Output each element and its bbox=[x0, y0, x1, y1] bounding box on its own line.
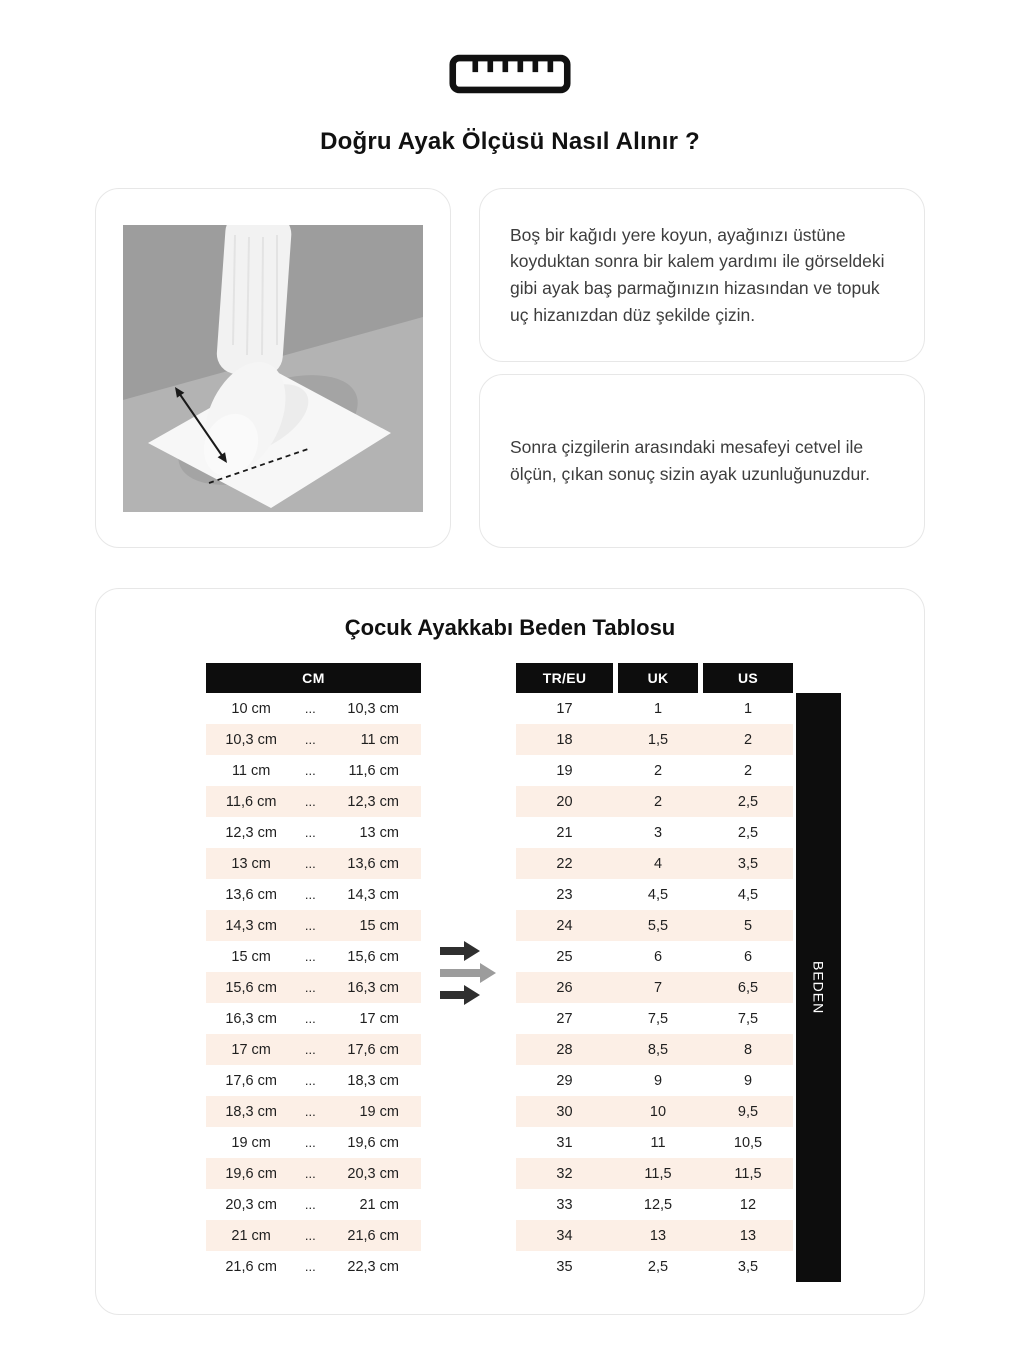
size-tr-eu-value: 21 bbox=[556, 824, 573, 841]
size-table-header-row bbox=[516, 663, 793, 693]
cm-range-separator: ... bbox=[304, 732, 316, 747]
cm-range-to: 17,6 cm bbox=[347, 1041, 399, 1058]
size-us-value: 9 bbox=[743, 1072, 753, 1089]
cm-range-separator: ... bbox=[304, 1228, 316, 1243]
size-us-value: 11,5 bbox=[734, 1165, 762, 1182]
size-us-value: 6,5 bbox=[737, 979, 759, 996]
cm-range-separator: ... bbox=[304, 949, 316, 964]
size-table-row bbox=[516, 1251, 793, 1282]
size-uk-value: 2,5 bbox=[647, 1258, 669, 1275]
cm-range-separator: ... bbox=[304, 1259, 316, 1274]
cm-table-row bbox=[206, 1127, 421, 1158]
cm-range-from: 11 cm bbox=[231, 762, 271, 779]
page-title: Doğru Ayak Ölçüsü Nasıl Alınır ? bbox=[320, 128, 700, 155]
size-table-row bbox=[516, 724, 793, 755]
instruction-step-2: Sonra çizgilerin arasındaki mesafeyi cetvel ile ölçün, çıkan sonuç sizin ayak uzunluğunuzdur. bbox=[510, 437, 870, 484]
size-table-row bbox=[516, 1096, 793, 1127]
size-us-value: 2,5 bbox=[737, 824, 759, 841]
size-us-value: 5 bbox=[743, 917, 753, 934]
size-table-row bbox=[516, 1003, 793, 1034]
cm-table-row bbox=[206, 1003, 421, 1034]
cm-table-row bbox=[206, 1034, 421, 1065]
size-tr-eu-value: 27 bbox=[556, 1010, 573, 1027]
size-us-value: 7,5 bbox=[737, 1010, 759, 1027]
cm-range-to: 20,3 cm bbox=[347, 1165, 399, 1182]
size-uk-value: 10 bbox=[649, 1103, 667, 1120]
cm-table-row bbox=[206, 1096, 421, 1127]
cm-range-separator: ... bbox=[304, 794, 316, 809]
foot-measurement-photo bbox=[123, 225, 423, 512]
cm-range-separator: ... bbox=[304, 1197, 316, 1212]
cm-range-to: 21,6 cm bbox=[347, 1227, 399, 1244]
size-tr-eu-value: 29 bbox=[556, 1072, 573, 1089]
size-uk-value: 7 bbox=[653, 979, 663, 996]
cm-range-to: 13,6 cm bbox=[347, 855, 399, 872]
size-us-value: 8 bbox=[743, 1041, 753, 1058]
cm-table-header: CM bbox=[206, 663, 421, 693]
size-tr-eu-value: 23 bbox=[556, 886, 573, 903]
cm-range-from: 19,6 cm bbox=[225, 1165, 277, 1182]
cm-range-to: 22,3 cm bbox=[347, 1258, 399, 1275]
cm-range-from: 10 cm bbox=[231, 700, 271, 717]
size-uk-value: 1,5 bbox=[647, 731, 669, 748]
size-table-row bbox=[516, 786, 793, 817]
size-tr-eu-value: 24 bbox=[556, 917, 573, 934]
size-tables-container bbox=[96, 663, 924, 1282]
cm-range-separator: ... bbox=[304, 1073, 316, 1088]
cm-range-from: 11,6 cm bbox=[225, 793, 277, 810]
cm-table-row bbox=[206, 1251, 421, 1282]
size-tr-eu-value: 31 bbox=[556, 1134, 573, 1151]
cm-range-to: 10,3 cm bbox=[347, 700, 399, 717]
cm-range-to: 16,3 cm bbox=[347, 979, 399, 996]
size-us-value: 9,5 bbox=[737, 1103, 759, 1120]
size-us-value: 2,5 bbox=[737, 793, 759, 810]
size-us-value: 1 bbox=[743, 700, 753, 717]
size-uk-value: 2 bbox=[653, 762, 663, 779]
double-arrow-right-icon bbox=[421, 941, 516, 1005]
beden-label: BEDEN bbox=[810, 960, 827, 1015]
cm-range-from: 16,3 cm bbox=[225, 1010, 277, 1027]
cm-range-to: 14,3 cm bbox=[347, 886, 399, 903]
size-table-row bbox=[516, 1189, 793, 1220]
cm-table-row bbox=[206, 786, 421, 817]
size-tr-eu-value: 20 bbox=[556, 793, 573, 810]
cm-table-row bbox=[206, 941, 421, 972]
cm-range-from: 17 cm bbox=[231, 1041, 271, 1058]
size-us-value: 6 bbox=[743, 948, 753, 965]
cm-range-separator: ... bbox=[304, 918, 316, 933]
size-uk-value: 12,5 bbox=[643, 1196, 673, 1213]
size-table-title: Çocuk Ayakkabı Beden Tablosu bbox=[344, 615, 676, 640]
measurement-instructions-section bbox=[95, 188, 925, 548]
cm-range-from: 20,3 cm bbox=[225, 1196, 277, 1213]
size-table-row bbox=[516, 1158, 793, 1189]
size-us-value: 3,5 bbox=[737, 1258, 759, 1275]
size-tr-eu-value: 25 bbox=[556, 948, 573, 965]
cm-range-from: 17,6 cm bbox=[225, 1072, 277, 1089]
cm-range-to: 11,6 cm bbox=[348, 762, 399, 779]
cm-range-to: 15 cm bbox=[359, 917, 399, 934]
instruction-step-1: Boş bir kağıdı yere koyun, ayağınızı üstüne koyduktan sonra bir kalem yardımı ile görseldeki gibi ayak baş parmağınızın hizasından ve topuk uç hizanızdan düz şekilde çizin. bbox=[510, 224, 885, 325]
size-uk-value: 13 bbox=[649, 1227, 667, 1244]
size-uk-value: 3 bbox=[653, 824, 663, 841]
beden-side-bar bbox=[796, 693, 841, 1282]
size-table-row bbox=[516, 817, 793, 848]
size-uk-value: 1 bbox=[653, 700, 663, 717]
foot-measurement-photo-card bbox=[95, 188, 451, 548]
size-conversion-table bbox=[516, 663, 793, 1282]
cm-range-from: 13,6 cm bbox=[225, 886, 277, 903]
size-tr-eu-value: 28 bbox=[556, 1041, 573, 1058]
cm-range-from: 15 cm bbox=[231, 948, 271, 965]
cm-table-row bbox=[206, 1065, 421, 1096]
size-table-row bbox=[516, 1034, 793, 1065]
size-tr-eu-value: 22 bbox=[556, 855, 573, 872]
size-uk-value: 11 bbox=[650, 1134, 666, 1151]
size-table-row bbox=[516, 1065, 793, 1096]
size-table-row bbox=[516, 972, 793, 1003]
size-us-value: 2 bbox=[743, 731, 753, 748]
cm-range-separator: ... bbox=[304, 1104, 316, 1119]
cm-range-separator: ... bbox=[304, 856, 316, 871]
size-table-row bbox=[516, 941, 793, 972]
size-uk-value: 2 bbox=[653, 793, 663, 810]
size-table-row bbox=[516, 879, 793, 910]
size-column-header: UK bbox=[618, 663, 698, 693]
size-uk-value: 4,5 bbox=[647, 886, 669, 903]
size-table-row bbox=[516, 755, 793, 786]
cm-range-separator: ... bbox=[304, 1135, 316, 1150]
cm-range-separator: ... bbox=[304, 1011, 316, 1026]
size-us-value: 10,5 bbox=[733, 1134, 763, 1151]
cm-range-separator: ... bbox=[304, 763, 316, 778]
size-us-value: 2 bbox=[743, 762, 753, 779]
size-column-header: TR/EU bbox=[516, 663, 613, 693]
cm-table-row bbox=[206, 879, 421, 910]
cm-range-from: 14,3 cm bbox=[225, 917, 277, 934]
cm-range-to: 21 cm bbox=[359, 1196, 399, 1213]
size-tr-eu-value: 18 bbox=[556, 731, 573, 748]
size-tr-eu-value: 33 bbox=[556, 1196, 573, 1213]
ruler-icon bbox=[0, 54, 1020, 94]
cm-table-row bbox=[206, 1158, 421, 1189]
cm-range-from: 19 cm bbox=[231, 1134, 271, 1151]
size-us-value: 12 bbox=[739, 1196, 757, 1213]
cm-table-row bbox=[206, 755, 421, 786]
cm-range-to: 19,6 cm bbox=[347, 1134, 399, 1151]
cm-range-separator: ... bbox=[304, 887, 316, 902]
size-table-card bbox=[95, 588, 925, 1315]
size-column-header: US bbox=[703, 663, 793, 693]
instruction-cards-column bbox=[479, 188, 925, 548]
size-tr-eu-value: 30 bbox=[556, 1103, 573, 1120]
instruction-card-2 bbox=[479, 374, 925, 548]
cm-range-from: 12,3 cm bbox=[225, 824, 277, 841]
cm-range-from: 18,3 cm bbox=[225, 1103, 277, 1120]
size-tr-eu-value: 19 bbox=[556, 762, 573, 779]
cm-range-from: 21,6 cm bbox=[225, 1258, 277, 1275]
size-tr-eu-value: 34 bbox=[556, 1227, 573, 1244]
cm-range-to: 15,6 cm bbox=[347, 948, 399, 965]
size-tr-eu-value: 26 bbox=[556, 979, 573, 996]
cm-range-to: 12,3 cm bbox=[347, 793, 399, 810]
size-tr-eu-value: 32 bbox=[556, 1165, 573, 1182]
size-tr-eu-value: 35 bbox=[556, 1258, 573, 1275]
cm-range-separator: ... bbox=[304, 701, 316, 716]
size-uk-value: 6 bbox=[653, 948, 663, 965]
size-table-row bbox=[516, 1220, 793, 1251]
cm-table bbox=[206, 663, 421, 1282]
size-us-value: 4,5 bbox=[737, 886, 759, 903]
cm-range-from: 15,6 cm bbox=[225, 979, 277, 996]
cm-range-to: 11 cm bbox=[360, 731, 399, 748]
cm-range-from: 10,3 cm bbox=[225, 731, 277, 748]
size-table-row bbox=[516, 1127, 793, 1158]
cm-range-separator: ... bbox=[304, 1166, 316, 1181]
cm-range-separator: ... bbox=[304, 980, 316, 995]
size-tr-eu-value: 17 bbox=[556, 700, 573, 717]
size-uk-value: 7,5 bbox=[647, 1010, 669, 1027]
size-uk-value: 9 bbox=[653, 1072, 663, 1089]
size-table-row bbox=[516, 693, 793, 724]
cm-table-row bbox=[206, 972, 421, 1003]
size-uk-value: 5,5 bbox=[647, 917, 669, 934]
size-table-row bbox=[516, 848, 793, 879]
cm-range-separator: ... bbox=[304, 1042, 316, 1057]
size-uk-value: 8,5 bbox=[647, 1041, 669, 1058]
cm-range-from: 21 cm bbox=[231, 1227, 271, 1244]
cm-range-separator: ... bbox=[304, 825, 316, 840]
cm-range-to: 17 cm bbox=[359, 1010, 399, 1027]
cm-range-to: 18,3 cm bbox=[347, 1072, 399, 1089]
size-uk-value: 4 bbox=[653, 855, 663, 872]
cm-table-row bbox=[206, 817, 421, 848]
instruction-card-1 bbox=[479, 188, 925, 362]
cm-table-row bbox=[206, 848, 421, 879]
size-us-value: 3,5 bbox=[737, 855, 759, 872]
cm-range-from: 13 cm bbox=[231, 855, 271, 872]
cm-table-row bbox=[206, 910, 421, 941]
size-uk-value: 11,5 bbox=[644, 1165, 672, 1182]
cm-range-to: 13 cm bbox=[359, 824, 399, 841]
cm-table-row bbox=[206, 1189, 421, 1220]
cm-table-row bbox=[206, 1220, 421, 1251]
size-us-value: 13 bbox=[739, 1227, 757, 1244]
cm-table-row bbox=[206, 724, 421, 755]
cm-range-to: 19 cm bbox=[359, 1103, 399, 1120]
cm-table-row bbox=[206, 693, 421, 724]
size-table-row bbox=[516, 910, 793, 941]
